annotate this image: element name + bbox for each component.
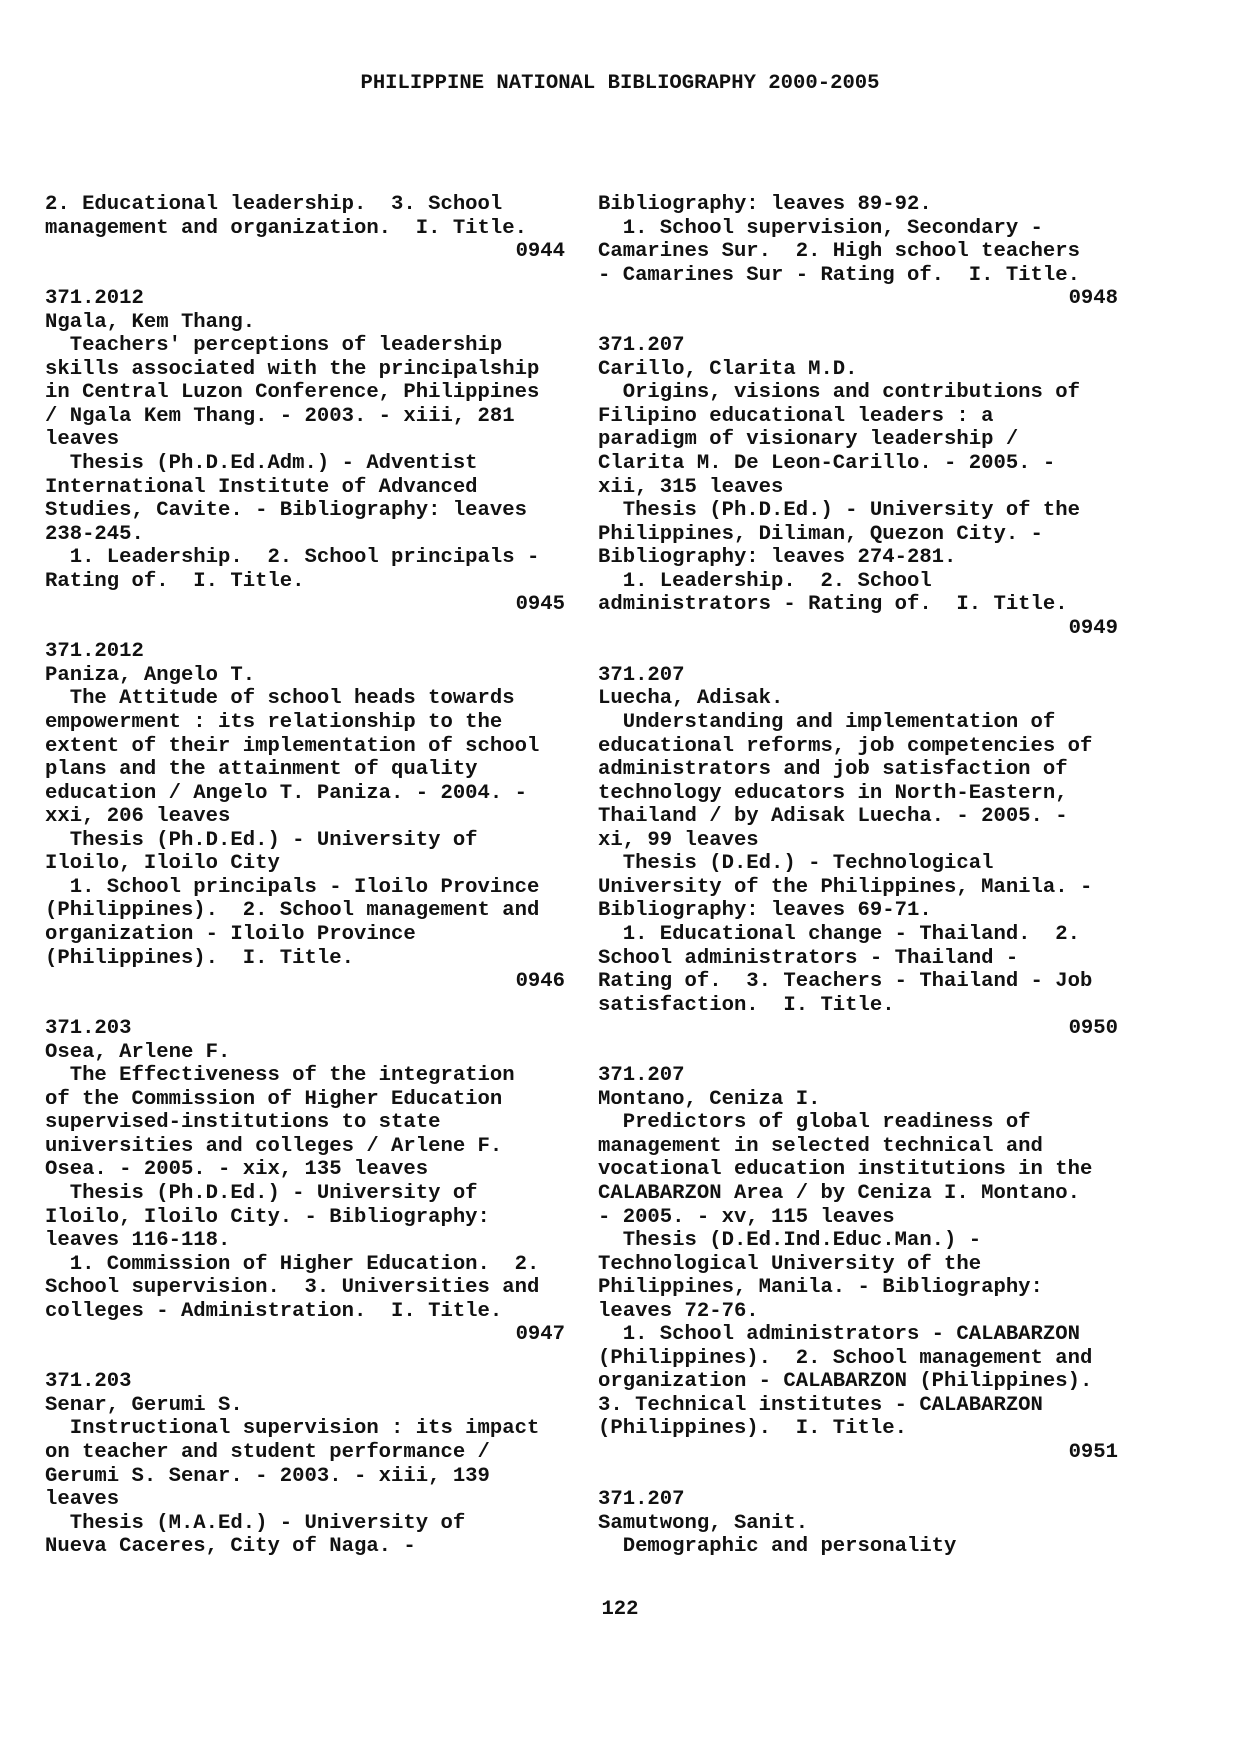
text-line: School administrators - Thailand - — [598, 946, 1019, 970]
blank-line — [598, 311, 1118, 335]
blank-line — [45, 1347, 565, 1371]
page-header: PHILIPPINE NATIONAL BIBLIOGRAPHY 2000-2005 — [360, 72, 880, 95]
text-line: 2. Educational leadership. 3. School — [45, 193, 503, 216]
text-line: Paniza, Angelo T. — [45, 663, 256, 687]
text-line: School supervision. 3. Universities and — [45, 1276, 540, 1300]
page-number: 122 — [601, 1598, 639, 1621]
text-line: Thailand / by Adisak Luecha. - 2005. - — [598, 805, 1068, 829]
text-line: The Effectiveness of the integration — [45, 1064, 515, 1088]
text-line: educational reforms, job competencies of — [598, 734, 1093, 758]
text-line: Samutwong, Sanit. — [598, 1511, 809, 1535]
text-line: administrators - Rating of. I. Title. — [598, 593, 1068, 617]
text-line: International Institute of Advanced — [45, 475, 478, 499]
text-line: 1. School supervision, Secondary - — [598, 216, 1043, 240]
entry-number: 0950 — [1068, 1017, 1118, 1041]
text-line: xxi, 206 leaves — [45, 805, 231, 829]
text-line: Osea. - 2005. - xix, 135 leaves — [45, 1158, 429, 1182]
text-line: Clarita M. De Leon-Carillo. - 2005. - — [598, 452, 1056, 476]
text-line: Montano, Ceniza I. — [598, 1087, 821, 1111]
text-line: 371.2012 — [45, 287, 144, 311]
text-line: Rating of. 3. Teachers - Thailand - Job — [598, 970, 1093, 994]
text-line: Gerumi S. Senar. - 2003. - xiii, 139 — [45, 1464, 490, 1488]
text-line: Senar, Gerumi S. — [45, 1393, 243, 1417]
text-line: Teachers' perceptions of leadership — [45, 334, 503, 358]
text-line: (Philippines). I. Title. — [45, 946, 354, 970]
text-line: Thesis (Ph.D.Ed.) - University of — [45, 1181, 478, 1205]
text-line: Philippines, Diliman, Quezon City. - — [598, 522, 1043, 546]
text-line: 371.207 — [598, 1064, 685, 1088]
text-line: - 2005. - xv, 115 leaves — [598, 1205, 895, 1229]
entry-number: 0951 — [1068, 1440, 1118, 1464]
entry-number: 0948 — [1068, 287, 1118, 311]
text-line: administrators and job satisfaction of — [598, 758, 1068, 782]
text-line: skills associated with the principalship — [45, 357, 540, 381]
blank-line — [45, 264, 565, 288]
text-line: leaves 116-118. — [45, 1229, 231, 1253]
text-line: supervised-institutions to state — [45, 1111, 441, 1135]
text-line: Rating of. I. Title. — [45, 569, 305, 593]
text-line: colleges - Administration. I. Title. — [45, 1299, 503, 1323]
text-line: Bibliography: leaves 89-92. — [598, 193, 932, 216]
text-line: 238-245. — [45, 522, 144, 546]
entry-number: 0944 — [515, 240, 565, 264]
text-line: management in selected technical and — [598, 1134, 1043, 1158]
text-line: of the Commission of Higher Education — [45, 1087, 503, 1111]
text-line: 1. School principals - Iloilo Province — [45, 875, 540, 899]
text-line: xii, 315 leaves — [598, 475, 784, 499]
text-line: Philippines, Manila. - Bibliography: — [598, 1276, 1043, 1300]
text-line: 1. Educational change - Thailand. 2. — [598, 922, 1080, 946]
text-line: 371.203 — [45, 1370, 132, 1394]
text-line: Luecha, Adisak. — [598, 687, 784, 711]
text-line: on teacher and student performance / — [45, 1440, 490, 1464]
blank-line — [598, 640, 1118, 664]
text-line: 3. Technical institutes - CALABARZON — [598, 1393, 1043, 1417]
text-line: 371.207 — [598, 1488, 685, 1512]
text-line: Thesis (D.Ed.Ind.Educ.Man.) - — [598, 1229, 982, 1253]
text-line: empowerment : its relationship to the — [45, 711, 503, 735]
text-line: Camarines Sur. 2. High school teachers — [598, 240, 1080, 264]
text-line: Osea, Arlene F. — [45, 1040, 231, 1064]
text-line: Nueva Caceres, City of Naga. - — [45, 1535, 416, 1559]
blank-line — [45, 994, 565, 1018]
text-line: Origins, visions and contributions of — [598, 381, 1080, 405]
text-line: 1. Leadership. 2. School principals - — [45, 546, 540, 570]
blank-line — [598, 1465, 1118, 1489]
text-line: Technological University of the — [598, 1252, 982, 1276]
text-line: satisfaction. I. Title. — [598, 993, 895, 1017]
text-line: Thesis (M.A.Ed.) - University of — [45, 1511, 466, 1535]
text-line: xi, 99 leaves — [598, 828, 759, 852]
text-line: 371.207 — [598, 334, 685, 358]
text-line: management and organization. I. Title. — [45, 216, 527, 240]
text-line: University of the Philippines, Manila. - — [598, 875, 1093, 899]
text-line: leaves 72-76. — [598, 1299, 759, 1323]
text-line: Thesis (D.Ed.) - Technological — [598, 852, 994, 876]
text-line: (Philippines). 2. School management and — [598, 1346, 1093, 1370]
text-line: 1. Leadership. 2. School — [598, 569, 932, 593]
text-line: 371.2012 — [45, 640, 144, 664]
text-line: Iloilo, Iloilo City. - Bibliography: — [45, 1205, 490, 1229]
text-line: paradigm of visionary leadership / — [598, 428, 1019, 452]
text-line: universities and colleges / Arlene F. — [45, 1134, 503, 1158]
text-line: - Camarines Sur - Rating of. I. Title. — [598, 263, 1080, 287]
blank-line — [598, 1041, 1118, 1065]
text-line: 371.203 — [45, 1017, 132, 1041]
text-line: organization - CALABARZON (Philippines). — [598, 1370, 1093, 1394]
text-line: technology educators in North-Eastern, — [598, 781, 1068, 805]
right-column — [598, 193, 1118, 1559]
text-line: organization - Iloilo Province — [45, 922, 416, 946]
entry-number: 0945 — [515, 593, 565, 617]
text-line: Filipino educational leaders : a — [598, 404, 994, 428]
text-line: Ngala, Kem Thang. — [45, 310, 256, 334]
text-line: plans and the attainment of quality — [45, 758, 478, 782]
text-line: education / Angelo T. Paniza. - 2004. - — [45, 781, 527, 805]
text-line: extent of their implementation of school — [45, 734, 540, 758]
entry-number: 0949 — [1068, 616, 1118, 640]
text-line: Instructional supervision : its impact — [45, 1417, 540, 1441]
entry-number: 0946 — [515, 970, 565, 994]
text-line: The Attitude of school heads towards — [45, 687, 515, 711]
text-line: Carillo, Clarita M.D. — [598, 357, 858, 381]
text-line: Demographic and personality — [598, 1535, 957, 1559]
text-line: (Philippines). I. Title. — [598, 1417, 907, 1441]
text-line: 1. School administrators - CALABARZON — [598, 1323, 1080, 1347]
text-line: Studies, Cavite. - Bibliography: leaves — [45, 499, 527, 523]
text-line: Predictors of global readiness of — [598, 1111, 1031, 1135]
blank-line — [45, 617, 565, 641]
text-line: in Central Luzon Conference, Philippines — [45, 381, 540, 405]
text-line: Thesis (Ph.D.Ed.) - University of the — [598, 499, 1080, 523]
text-line: / Ngala Kem Thang. - 2003. - xiii, 281 — [45, 404, 515, 428]
text-line: leaves — [45, 1488, 120, 1512]
text-line: vocational education institutions in the — [598, 1158, 1093, 1182]
text-line: Thesis (Ph.D.Ed.Adm.) - Adventist — [45, 452, 478, 476]
text-line: 1. Commission of Higher Education. 2. — [45, 1252, 540, 1276]
text-line: 371.207 — [598, 663, 685, 687]
text-line: Bibliography: leaves 274-281. — [598, 546, 957, 570]
text-line: Thesis (Ph.D.Ed.) - University of — [45, 828, 478, 852]
text-line: Understanding and implementation of — [598, 711, 1056, 735]
text-line: (Philippines). 2. School management and — [45, 899, 540, 923]
text-line: Bibliography: leaves 69-71. — [598, 899, 932, 923]
entry-number: 0947 — [515, 1323, 565, 1347]
text-line: CALABARZON Area / by Ceniza I. Montano. — [598, 1181, 1080, 1205]
left-column — [45, 193, 565, 1559]
text-line: Iloilo, Iloilo City — [45, 852, 280, 876]
text-line: leaves — [45, 428, 120, 452]
